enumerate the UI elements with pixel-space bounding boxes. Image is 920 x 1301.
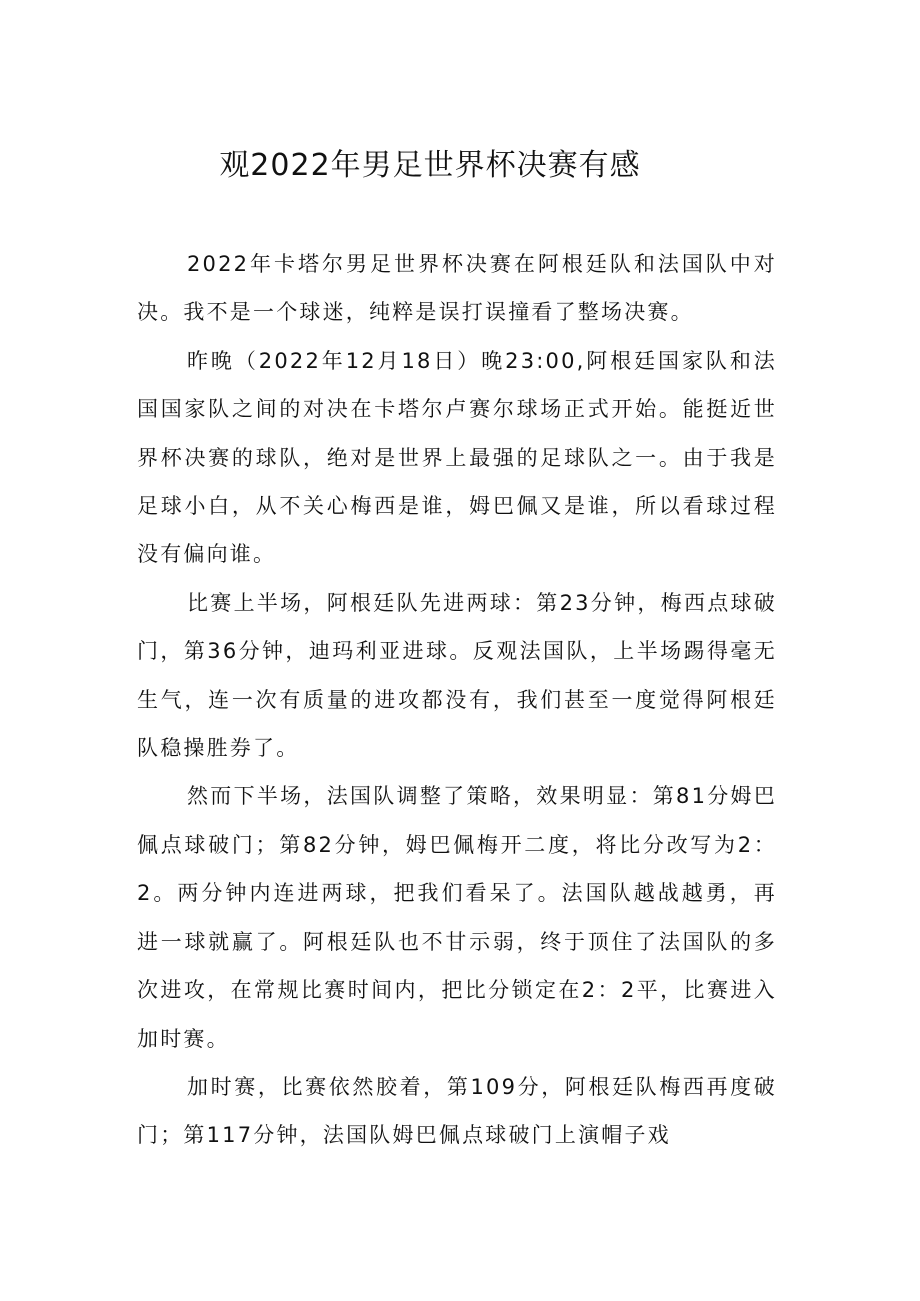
paragraph-intro: 2022年卡塔尔男足世界杯决赛在阿根廷队和法国队中对决。我不是一个球迷，纯粹是误打误撞看了整场决赛。 [137, 252, 777, 325]
paragraph-second-half: 然而下半场，法国队调整了策略，效果明显：第81分姆巴佩点球破门；第82分钟，姆巴佩梅开二度，将比分改写为2：2。两分钟内连进两球，把我们看呆了。法国队越战越勇，再进一球就赢了。阿根廷队也不甘示弱，终于顶住了法国队的多次进攻，在常规比赛时间内，把比分锁定在2：2平，比赛进入加时赛。 [137, 784, 777, 1051]
document-title: 观2022年男足世界杯决赛有感 [219, 148, 641, 183]
paragraph-first-half: 比赛上半场，阿根廷队先进两球：第23分钟，梅西点球破门，第36分钟，迪玛利亚进球。反观法国队，上半场踢得毫无生气，连一次有质量的进攻都没有，我们甚至一度觉得阿根廷队稳操胜券了。 [137, 590, 777, 761]
paragraph-match-start: 昨晚（2022年12月18日）晚23:00,阿根廷国家队和法国国家队之间的对决在卡塔尔卢赛尔球场正式开始。能挺近世界杯决赛的球队，绝对是世界上最强的足球队之一。由于我是足球小白，从不关心梅西是谁，姆巴佩又是谁，所以看球过程没有偏向谁。 [137, 348, 777, 567]
paragraph-extra-time: 加时赛，比赛依然胶着，第109分，阿根廷队梅西再度破门；第117分钟，法国队姆巴佩点球破门上演帽子戏 [137, 1074, 777, 1148]
document-body [137, 240, 777, 1160]
